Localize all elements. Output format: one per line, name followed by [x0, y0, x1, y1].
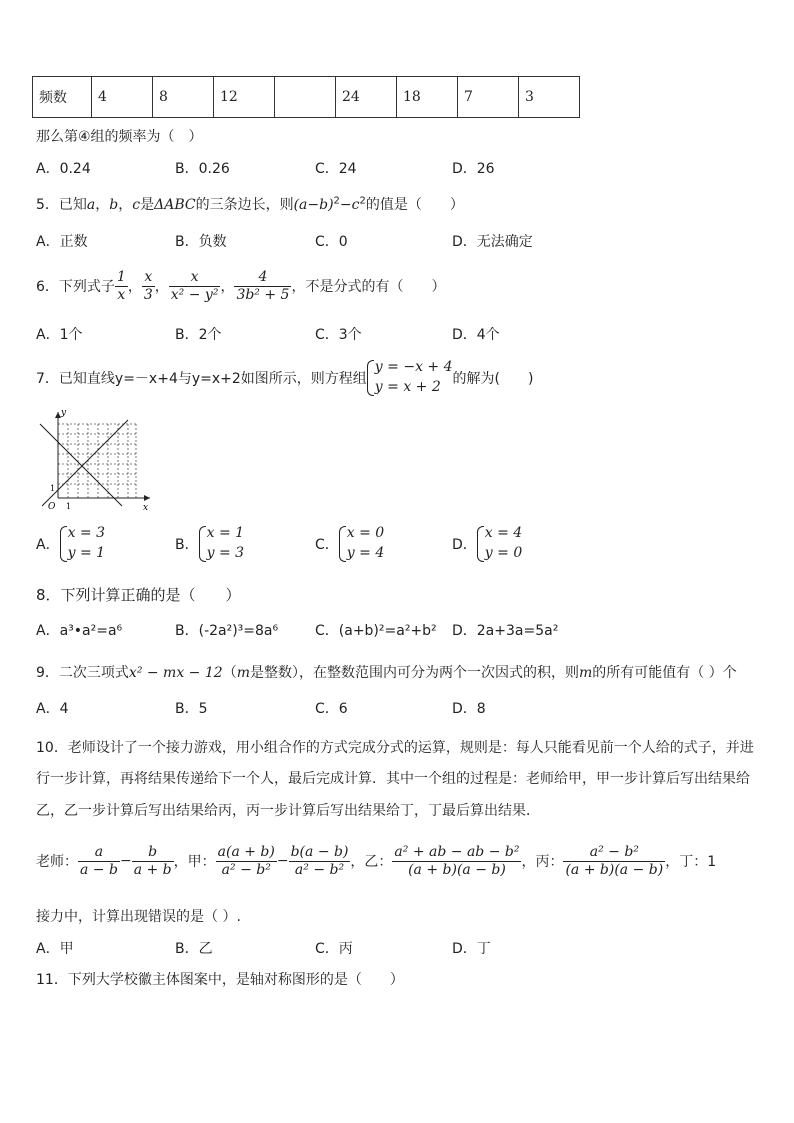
table-row: [33, 77, 580, 118]
tick-label: 1: [50, 484, 56, 493]
q10-option-b: B．乙: [175, 941, 213, 957]
q9-prompt: 9．二次三项式x² − mx − 12（m是整数），在整数范围内可分为两个一次因式的积，则m的所有可能值有（ ）个: [36, 665, 737, 681]
table-row-label: 频数: [33, 77, 92, 118]
q6-option-b: B．2个: [175, 327, 222, 343]
table-cell: 18: [397, 77, 458, 118]
fraction: $\frac{4}{\text{3b² + 5}}$: [236, 269, 290, 303]
fraction: $\frac{x}{\text{x² − y²}}$: [170, 269, 219, 303]
q8-option-c: C．(a+b)²=a²+b²: [315, 623, 437, 639]
q10-relay-expressions: 老师： $\frac{a}{a - b}$ − $\frac{b}{a + b}$ ，甲： $\frac{a(a + b)}{\text{a² − b²}}$ − $\frac{b(a - b)}{\text{a² − b²}}$ ，乙： $\frac{\text{a² + ab − ab − b²}}{(a + b)(a - b)}$ ，丙： $\frac{\text{a² − b²}}{(a + b)(a - b)}$ ，丁：1: [36, 844, 717, 878]
q7-prompt: 7．已知直线y=－x+4与y=x+2如图所示，则方程组 y = −x + 4 y = x + 2 的解为( ): [36, 355, 533, 401]
q4-option-d: D．26: [452, 161, 495, 177]
q8-option-d: D．2a+3a=5a²: [452, 623, 559, 639]
table-cell: 12: [214, 77, 275, 118]
table-cell: 24: [336, 77, 397, 118]
frequency-table: [32, 76, 580, 118]
q5-option-c: C．0: [315, 234, 348, 250]
q4-prompt: 那么第④组的频率为（ ）: [36, 129, 203, 145]
q6-option-a: A．1个: [36, 327, 83, 343]
q4-option-c: C．24: [315, 161, 357, 177]
line-y-x-plus-2: [42, 420, 128, 506]
table-cell: [275, 77, 336, 118]
line-y-neg-x-plus-4: [40, 424, 122, 506]
q10-option-c: C．丙: [315, 941, 353, 957]
q4-option-a: A．0.24: [36, 161, 91, 177]
q7-option-b: B． x = 1 y = 3: [175, 522, 244, 566]
q10-option-a: A．甲: [36, 941, 74, 957]
q7-graph: [36, 406, 156, 516]
tick-label: 1: [66, 502, 72, 511]
q9-option-b: B．5: [175, 701, 208, 717]
q7-option-d: D． x = 4 y = 0: [452, 522, 522, 566]
q7-option-a: A． x = 3 y = 1: [36, 522, 105, 566]
equation-system: y = −x + 4 y = x + 2: [367, 358, 453, 397]
fraction: $\frac{1}{x}$: [116, 269, 126, 303]
y-axis-label: y: [61, 408, 67, 418]
q10-option-d: D．丁: [452, 941, 491, 957]
q6-option-d: D．4个: [452, 327, 500, 343]
q5-option-d: D．无法确定: [452, 234, 533, 250]
table-cell: 7: [458, 77, 519, 118]
q5-prompt: 5．已知a，b，c是ΔABC的三条边长，则$(a-b)^2-c^2$的值是（ ）: [36, 195, 464, 213]
x-axis-label: x: [143, 503, 149, 513]
q11-prompt: 11．下列大学校徽主体图案中，是轴对称图形的是（ ）: [36, 972, 404, 988]
q6-prompt: 6．下列式子 $\frac{1}{x}$ ， $\frac{x}{3}$ ， $\frac{x}{\text{x² − y²}}$ ， $\frac{4}{\text{3b² + 5}}$ ，不是分式的有（ ）: [36, 269, 446, 303]
q8-option-b: B．(-2a²)³=8a⁶: [175, 623, 279, 639]
q9-option-a: A．4: [36, 701, 69, 717]
q10-line-1: 10．老师设计了一个接力游戏，用小组合作的方式完成分式的运算，规则是：每人只能看见前一个人给的式子，并进: [36, 740, 754, 756]
q8-option-a: A．a³•a²=a⁶: [36, 623, 123, 639]
q4-option-b: B．0.26: [175, 161, 230, 177]
q10-question: 接力中，计算出现错误的是（ ）.: [36, 909, 241, 925]
q8-prompt: 8．下列计算正确的是（ ）: [36, 586, 241, 604]
table-cell: 4: [92, 77, 153, 118]
q5-option-a: A．正数: [36, 234, 88, 250]
q10-line-3: 乙，乙一步计算后写出结果给丙，丙一步计算后写出结果给丁，丁最后算出结果．: [36, 803, 540, 819]
q10-line-2: 行一步计算，再将结果传递给下一个人，最后完成计算．其中一个组的过程是：老师给甲，甲一步计算后写出结果给: [36, 771, 750, 787]
table-cell: 8: [153, 77, 214, 118]
fraction: $\frac{x}{3}$: [143, 269, 153, 303]
q9-option-c: C．6: [315, 701, 348, 717]
q6-option-c: C．3个: [315, 327, 362, 343]
table-cell: 3: [519, 77, 580, 118]
origin-label: O: [48, 502, 56, 512]
q7-option-c: C． x = 0 y = 4: [315, 522, 384, 566]
q5-option-b: B．负数: [175, 234, 227, 250]
q9-option-d: D．8: [452, 701, 486, 717]
